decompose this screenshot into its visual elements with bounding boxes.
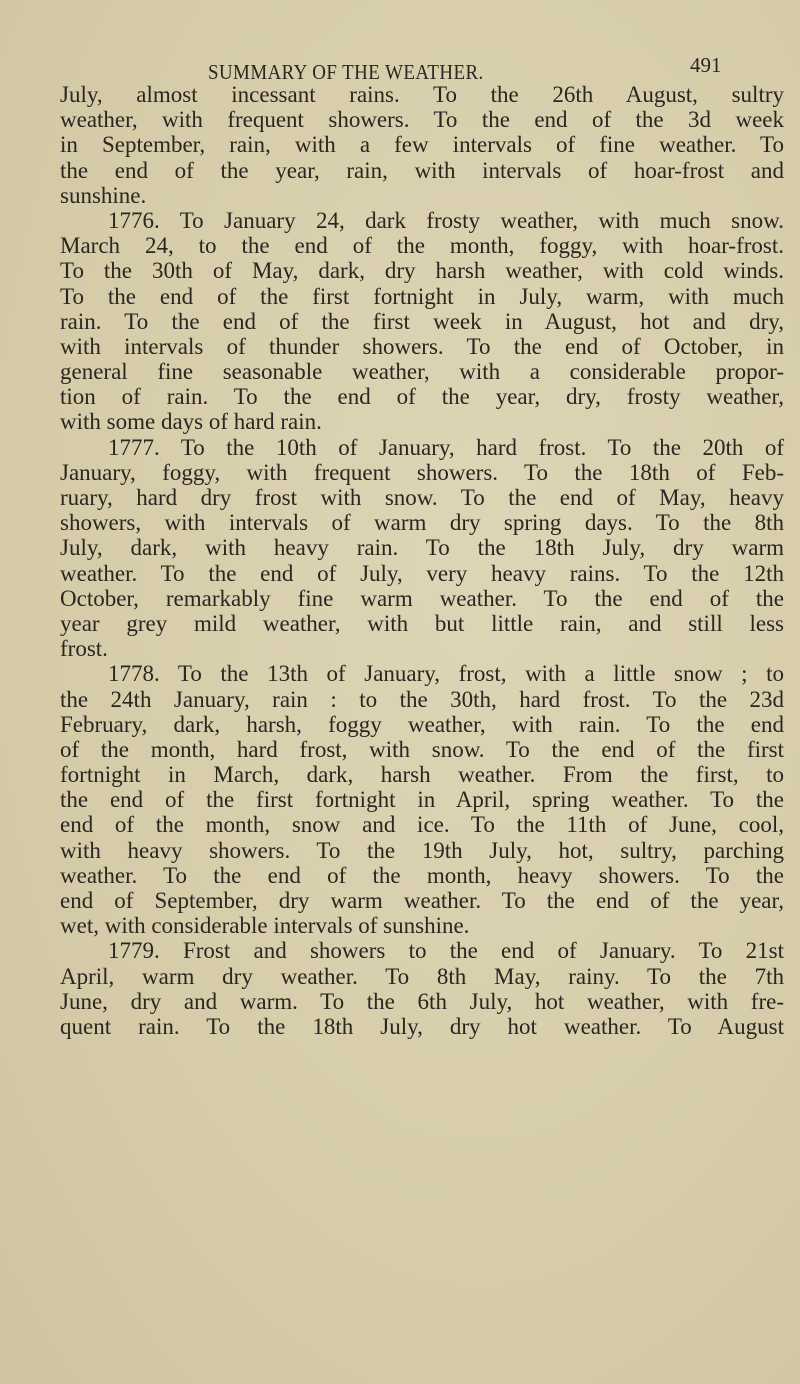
body-text bbox=[60, 82, 784, 1039]
text-line: tion of rain. To the end of the year, dry, frosty weather, bbox=[60, 384, 784, 410]
text-line: ruary, hard dry frost with snow. To the end of May, heavy bbox=[60, 485, 784, 510]
text-line: showers, with intervals of warm dry spring days. To the 8th bbox=[60, 510, 784, 536]
text-line: weather. To the end of July, very heavy rains. To the 12th bbox=[60, 560, 784, 586]
text-line: of the month, hard frost, with snow. To the end of the first bbox=[60, 736, 784, 762]
text-line: 1776. To January 24, dark frosty weather, with much snow. bbox=[108, 207, 784, 233]
text-line: year grey mild weather, with but little rain, and still less bbox=[60, 610, 784, 636]
text-line: 1777. To the 10th of January, hard frost. To the 20th of bbox=[108, 434, 784, 460]
text-line: 1778. To the 13th of January, frost, with a little snow ; to bbox=[108, 661, 784, 687]
text-line: February, dark, harsh, foggy weather, with rain. To the end bbox=[60, 711, 784, 737]
text-line: June, dry and warm. To the 6th July, hot weather, with fre- bbox=[60, 988, 784, 1014]
running-title: SUMMARY OF THE WEATHER. bbox=[208, 60, 484, 84]
text-line: October, remarkably fine warm weather. To the end of the bbox=[60, 585, 784, 611]
text-line: with some days of hard rain. bbox=[60, 409, 322, 435]
page-number: 491 bbox=[690, 53, 722, 77]
text-line: with intervals of thunder showers. To the end of October, in bbox=[60, 333, 784, 359]
text-line: end of the month, snow and ice. To the 11th of June, cool, bbox=[60, 812, 784, 838]
text-line: general fine seasonable weather, with a considerable propor- bbox=[60, 359, 784, 385]
text-line: quent rain. To the 18th July, dry hot weather. To August bbox=[60, 1013, 784, 1039]
text-line: April, warm dry weather. To 8th May, rainy. To the 7th bbox=[60, 963, 784, 989]
text-line: sunshine. bbox=[60, 182, 147, 208]
text-line: July, dark, with heavy rain. To the 18th July, dry warm bbox=[60, 535, 784, 561]
text-line: the end of the year, rain, with intervals of hoar-frost and bbox=[60, 157, 784, 183]
text-line: in September, rain, with a few intervals of fine weather. To bbox=[60, 132, 784, 158]
text-line: the end of the first fortnight in April, spring weather. To the bbox=[60, 787, 784, 813]
text-line: rain. To the end of the first week in August, hot and dry, bbox=[60, 308, 784, 334]
text-line: wet, with considerable intervals of sunshine. bbox=[60, 913, 470, 939]
text-line: weather. To the end of the month, heavy showers. To the bbox=[60, 862, 784, 888]
text-line: 1779. Frost and showers to the end of January. To 21st bbox=[108, 938, 784, 964]
text-line: To the 30th of May, dark, dry harsh weather, with cold winds. bbox=[60, 258, 784, 284]
text-line: weather, with frequent showers. To the end of the 3d week bbox=[60, 107, 784, 133]
text-line: January, foggy, with frequent showers. To the 18th of Feb- bbox=[60, 459, 784, 485]
text-line: July, almost incessant rains. To the 26th August, sultry bbox=[60, 82, 784, 107]
text-line: frost. bbox=[60, 636, 108, 662]
text-line: To the end of the first fortnight in July, warm, with much bbox=[60, 283, 784, 309]
text-line: end of September, dry warm weather. To the end of the year, bbox=[60, 888, 784, 913]
text-line: fortnight in March, dark, harsh weather. From the first, to bbox=[60, 762, 784, 788]
text-line: with heavy showers. To the 19th July, hot, sultry, parching bbox=[60, 837, 784, 863]
text-line: March 24, to the end of the month, foggy, with hoar-frost. bbox=[60, 233, 784, 259]
text-line: the 24th January, rain : to the 30th, hard frost. To the 23d bbox=[60, 686, 784, 712]
